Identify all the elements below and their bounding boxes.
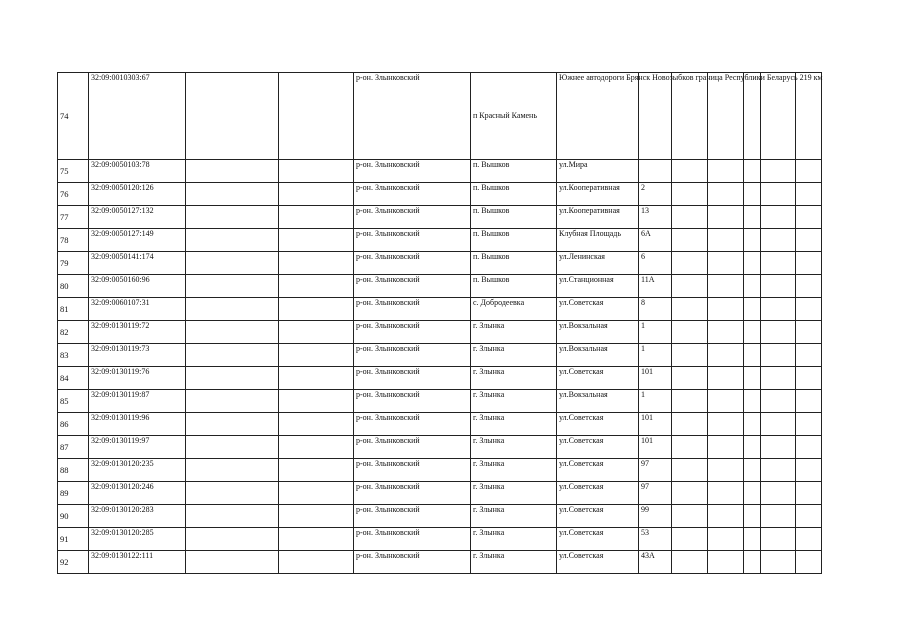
- cadastral-number: 32:09:0130120:235: [89, 459, 186, 482]
- district-cell: р-он. Злынковский: [354, 436, 471, 459]
- empty-cell: [744, 275, 761, 298]
- empty-cell: [796, 459, 822, 482]
- district-cell: р-он. Злынковский: [354, 413, 471, 436]
- cadastral-number: 32:09:0010303:67: [89, 73, 186, 160]
- empty-cell: [708, 505, 744, 528]
- row-number: 91: [58, 528, 89, 551]
- empty-cell: [672, 229, 708, 252]
- empty-cell: [796, 413, 822, 436]
- house-number-cell: 101: [639, 413, 672, 436]
- empty-cell: [186, 298, 279, 321]
- table-row: [58, 413, 822, 436]
- empty-cell: [744, 413, 761, 436]
- empty-cell: [708, 482, 744, 505]
- empty-cell: [761, 160, 796, 183]
- district-cell: р-он. Злынковский: [354, 73, 471, 160]
- cadastral-number: 32:09:0130120:246: [89, 482, 186, 505]
- table-row: [58, 367, 822, 390]
- empty-cell: [744, 436, 761, 459]
- cadastral-number: 32:09:0050120:126: [89, 183, 186, 206]
- street-cell: ул.Вокзальная: [557, 390, 639, 413]
- house-number-cell: 11А: [639, 275, 672, 298]
- empty-cell: [672, 459, 708, 482]
- street-cell: ул.Советская: [557, 482, 639, 505]
- row-number: 84: [58, 367, 89, 390]
- street-cell: ул.Вокзальная: [557, 344, 639, 367]
- house-number-cell: 43А: [639, 551, 672, 574]
- empty-cell: [186, 436, 279, 459]
- table-row: [58, 459, 822, 482]
- cadastral-number: 32:09:0130120:285: [89, 528, 186, 551]
- empty-cell: [708, 528, 744, 551]
- settlement-cell: п. Вышков: [471, 206, 557, 229]
- empty-cell: [796, 505, 822, 528]
- empty-cell: [744, 505, 761, 528]
- empty-cell: [744, 482, 761, 505]
- table-row: [58, 183, 822, 206]
- empty-cell: [744, 73, 761, 160]
- empty-cell: [672, 206, 708, 229]
- empty-cell: [279, 482, 354, 505]
- house-number-cell: 53: [639, 528, 672, 551]
- empty-cell: [761, 275, 796, 298]
- district-cell: р-он. Злынковский: [354, 367, 471, 390]
- empty-cell: [744, 183, 761, 206]
- table-row: [58, 206, 822, 229]
- table-row: [58, 390, 822, 413]
- street-cell: ул.Советская: [557, 505, 639, 528]
- empty-cell: [708, 275, 744, 298]
- empty-cell: [796, 482, 822, 505]
- empty-cell: [186, 367, 279, 390]
- empty-cell: [744, 229, 761, 252]
- empty-cell: [761, 505, 796, 528]
- settlement-cell: п. Вышков: [471, 275, 557, 298]
- empty-cell: [672, 252, 708, 275]
- house-number-cell: 99: [639, 505, 672, 528]
- empty-cell: [744, 528, 761, 551]
- row-number: 80: [58, 275, 89, 298]
- cadastral-number: 32:09:0050103:78: [89, 160, 186, 183]
- cadastral-number: 32:09:0050127:132: [89, 206, 186, 229]
- row-number: 90: [58, 505, 89, 528]
- street-cell: ул.Кооперативная: [557, 183, 639, 206]
- district-cell: р-он. Злынковский: [354, 298, 471, 321]
- empty-cell: [672, 505, 708, 528]
- empty-cell: [761, 183, 796, 206]
- cadastral-number: 32:09:0130119:72: [89, 321, 186, 344]
- empty-cell: [186, 252, 279, 275]
- street-cell: ул.Советская: [557, 551, 639, 574]
- empty-cell: [279, 275, 354, 298]
- empty-cell: [672, 321, 708, 344]
- cadastral-number: 32:09:0130119:87: [89, 390, 186, 413]
- house-number-cell: 13: [639, 206, 672, 229]
- empty-cell: [279, 321, 354, 344]
- row-number: 78: [58, 229, 89, 252]
- settlement-cell: п Красный Камень: [471, 73, 557, 160]
- empty-cell: [796, 344, 822, 367]
- empty-cell: [186, 390, 279, 413]
- empty-cell: [672, 551, 708, 574]
- street-cell: ул.Советская: [557, 459, 639, 482]
- row-number: 77: [58, 206, 89, 229]
- empty-cell: [744, 344, 761, 367]
- settlement-cell: п. Вышков: [471, 160, 557, 183]
- row-number: 92: [58, 551, 89, 574]
- empty-cell: [708, 390, 744, 413]
- empty-cell: [186, 229, 279, 252]
- settlement-cell: с. Добродеевка: [471, 298, 557, 321]
- street-cell: ул.Советская: [557, 367, 639, 390]
- row-number: 87: [58, 436, 89, 459]
- settlement-cell: г. Злынка: [471, 367, 557, 390]
- empty-cell: [186, 459, 279, 482]
- house-number-cell: 6А: [639, 229, 672, 252]
- empty-cell: [708, 367, 744, 390]
- empty-cell: [796, 367, 822, 390]
- empty-cell: [186, 160, 279, 183]
- cadastral-number: 32:09:0060107:31: [89, 298, 186, 321]
- cadastral-number: 32:09:0130122:111: [89, 551, 186, 574]
- empty-cell: [279, 206, 354, 229]
- row-number: 85: [58, 390, 89, 413]
- row-number: 75: [58, 160, 89, 183]
- cadastral-number: 32:09:0130119:76: [89, 367, 186, 390]
- empty-cell: [708, 206, 744, 229]
- empty-cell: [708, 459, 744, 482]
- street-cell: ул.Ленинская: [557, 252, 639, 275]
- street-cell: ул.Мира: [557, 160, 639, 183]
- empty-cell: [279, 160, 354, 183]
- district-cell: р-он. Злынковский: [354, 505, 471, 528]
- empty-cell: [186, 505, 279, 528]
- empty-cell: [708, 298, 744, 321]
- district-cell: р-он. Злынковский: [354, 229, 471, 252]
- table-row: [58, 482, 822, 505]
- empty-cell: [672, 298, 708, 321]
- settlement-cell: г. Злынка: [471, 505, 557, 528]
- empty-cell: [186, 482, 279, 505]
- empty-cell: [796, 73, 822, 160]
- empty-cell: [761, 436, 796, 459]
- empty-cell: [761, 367, 796, 390]
- empty-cell: [744, 206, 761, 229]
- empty-cell: [744, 298, 761, 321]
- empty-cell: [279, 298, 354, 321]
- empty-cell: [279, 183, 354, 206]
- settlement-cell: п. Вышков: [471, 183, 557, 206]
- empty-cell: [708, 229, 744, 252]
- empty-cell: [708, 183, 744, 206]
- empty-cell: [279, 229, 354, 252]
- empty-cell: [672, 160, 708, 183]
- street-cell: ул.Советская: [557, 436, 639, 459]
- house-number-cell: 97: [639, 482, 672, 505]
- empty-cell: [761, 459, 796, 482]
- empty-cell: [761, 413, 796, 436]
- empty-cell: [186, 528, 279, 551]
- house-number-cell: [639, 73, 672, 160]
- district-cell: р-он. Злынковский: [354, 344, 471, 367]
- empty-cell: [186, 275, 279, 298]
- house-number-cell: 101: [639, 436, 672, 459]
- empty-cell: [279, 367, 354, 390]
- street-cell: ул.Станционная: [557, 275, 639, 298]
- empty-cell: [279, 413, 354, 436]
- row-number: 82: [58, 321, 89, 344]
- district-cell: р-он. Злынковский: [354, 275, 471, 298]
- settlement-cell: п. Вышков: [471, 229, 557, 252]
- settlement-cell: г. Злынка: [471, 528, 557, 551]
- empty-cell: [672, 73, 708, 160]
- street-cell: ул.Советская: [557, 298, 639, 321]
- row-number: 74: [58, 73, 89, 160]
- district-cell: р-он. Злынковский: [354, 482, 471, 505]
- street-cell: Южнее автодороги Брянск Новозыбков граница Республики Беларусь 219 км: [557, 73, 639, 160]
- empty-cell: [708, 73, 744, 160]
- street-cell: ул.Советская: [557, 413, 639, 436]
- row-number: 86: [58, 413, 89, 436]
- empty-cell: [796, 321, 822, 344]
- empty-cell: [761, 229, 796, 252]
- table-row: [58, 73, 822, 160]
- empty-cell: [672, 528, 708, 551]
- table-row: [58, 551, 822, 574]
- settlement-cell: г. Злынка: [471, 551, 557, 574]
- empty-cell: [761, 298, 796, 321]
- empty-cell: [186, 73, 279, 160]
- row-number: 88: [58, 459, 89, 482]
- empty-cell: [761, 528, 796, 551]
- empty-cell: [279, 252, 354, 275]
- empty-cell: [186, 413, 279, 436]
- street-cell: Клубная Площадь: [557, 229, 639, 252]
- street-cell: ул.Советская: [557, 528, 639, 551]
- empty-cell: [708, 551, 744, 574]
- empty-cell: [279, 344, 354, 367]
- table-row: [58, 298, 822, 321]
- table-row: [58, 160, 822, 183]
- street-cell: ул.Кооперативная: [557, 206, 639, 229]
- house-number-cell: 1: [639, 321, 672, 344]
- cadastral-number: 32:09:0130119:73: [89, 344, 186, 367]
- empty-cell: [708, 160, 744, 183]
- empty-cell: [796, 528, 822, 551]
- table-row: [58, 528, 822, 551]
- district-cell: р-он. Злынковский: [354, 459, 471, 482]
- row-number: 76: [58, 183, 89, 206]
- empty-cell: [744, 367, 761, 390]
- empty-cell: [672, 390, 708, 413]
- empty-cell: [708, 436, 744, 459]
- empty-cell: [796, 436, 822, 459]
- empty-cell: [672, 482, 708, 505]
- table-row: [58, 229, 822, 252]
- district-cell: р-он. Злынковский: [354, 183, 471, 206]
- empty-cell: [761, 482, 796, 505]
- empty-cell: [186, 321, 279, 344]
- empty-cell: [761, 344, 796, 367]
- settlement-cell: г. Злынка: [471, 390, 557, 413]
- empty-cell: [744, 390, 761, 413]
- settlement-cell: г. Злынка: [471, 413, 557, 436]
- house-number-cell: 2: [639, 183, 672, 206]
- empty-cell: [761, 321, 796, 344]
- empty-cell: [796, 160, 822, 183]
- empty-cell: [186, 183, 279, 206]
- empty-cell: [672, 436, 708, 459]
- row-number: 89: [58, 482, 89, 505]
- settlement-cell: г. Злынка: [471, 482, 557, 505]
- district-cell: р-он. Злынковский: [354, 390, 471, 413]
- empty-cell: [186, 551, 279, 574]
- empty-cell: [744, 160, 761, 183]
- empty-cell: [796, 229, 822, 252]
- empty-cell: [796, 390, 822, 413]
- table-row: [58, 436, 822, 459]
- empty-cell: [708, 252, 744, 275]
- house-number-cell: 1: [639, 344, 672, 367]
- empty-cell: [279, 505, 354, 528]
- house-number-cell: 8: [639, 298, 672, 321]
- district-cell: р-он. Злынковский: [354, 528, 471, 551]
- empty-cell: [796, 275, 822, 298]
- settlement-cell: г. Злынка: [471, 459, 557, 482]
- district-cell: р-он. Злынковский: [354, 551, 471, 574]
- empty-cell: [744, 321, 761, 344]
- empty-cell: [279, 528, 354, 551]
- table-row: [58, 344, 822, 367]
- cadastral-number: 32:09:0050160:96: [89, 275, 186, 298]
- empty-cell: [761, 252, 796, 275]
- empty-cell: [708, 344, 744, 367]
- house-number-cell: [639, 160, 672, 183]
- cadastral-number: 32:09:0130120:283: [89, 505, 186, 528]
- empty-cell: [672, 183, 708, 206]
- empty-cell: [279, 551, 354, 574]
- empty-cell: [744, 551, 761, 574]
- house-number-cell: 101: [639, 367, 672, 390]
- house-number-cell: 1: [639, 390, 672, 413]
- empty-cell: [279, 436, 354, 459]
- empty-cell: [672, 275, 708, 298]
- empty-cell: [279, 459, 354, 482]
- empty-cell: [708, 413, 744, 436]
- table-row: [58, 505, 822, 528]
- registry-table: [57, 72, 822, 574]
- empty-cell: [761, 551, 796, 574]
- cadastral-number: 32:09:0050141:174: [89, 252, 186, 275]
- district-cell: р-он. Злынковский: [354, 321, 471, 344]
- settlement-cell: г. Злынка: [471, 344, 557, 367]
- empty-cell: [279, 73, 354, 160]
- empty-cell: [744, 252, 761, 275]
- district-cell: р-он. Злынковский: [354, 160, 471, 183]
- district-cell: р-он. Злынковский: [354, 206, 471, 229]
- row-number: 83: [58, 344, 89, 367]
- empty-cell: [708, 321, 744, 344]
- settlement-cell: г. Злынка: [471, 321, 557, 344]
- empty-cell: [761, 73, 796, 160]
- empty-cell: [796, 252, 822, 275]
- street-cell: ул.Вокзальная: [557, 321, 639, 344]
- empty-cell: [796, 551, 822, 574]
- district-cell: р-он. Злынковский: [354, 252, 471, 275]
- house-number-cell: 6: [639, 252, 672, 275]
- row-number: 81: [58, 298, 89, 321]
- empty-cell: [744, 459, 761, 482]
- empty-cell: [761, 206, 796, 229]
- empty-cell: [672, 367, 708, 390]
- empty-cell: [672, 413, 708, 436]
- empty-cell: [796, 183, 822, 206]
- table-row: [58, 275, 822, 298]
- row-number: 79: [58, 252, 89, 275]
- table-row: [58, 252, 822, 275]
- cadastral-number: 32:09:0130119:97: [89, 436, 186, 459]
- cadastral-number: 32:09:0050127:149: [89, 229, 186, 252]
- settlement-cell: п. Вышков: [471, 252, 557, 275]
- empty-cell: [672, 344, 708, 367]
- settlement-cell: г. Злынка: [471, 436, 557, 459]
- empty-cell: [279, 390, 354, 413]
- empty-cell: [761, 390, 796, 413]
- empty-cell: [186, 206, 279, 229]
- empty-cell: [186, 344, 279, 367]
- cadastral-number: 32:09:0130119:96: [89, 413, 186, 436]
- table-row: [58, 321, 822, 344]
- house-number-cell: 97: [639, 459, 672, 482]
- empty-cell: [796, 298, 822, 321]
- empty-cell: [796, 206, 822, 229]
